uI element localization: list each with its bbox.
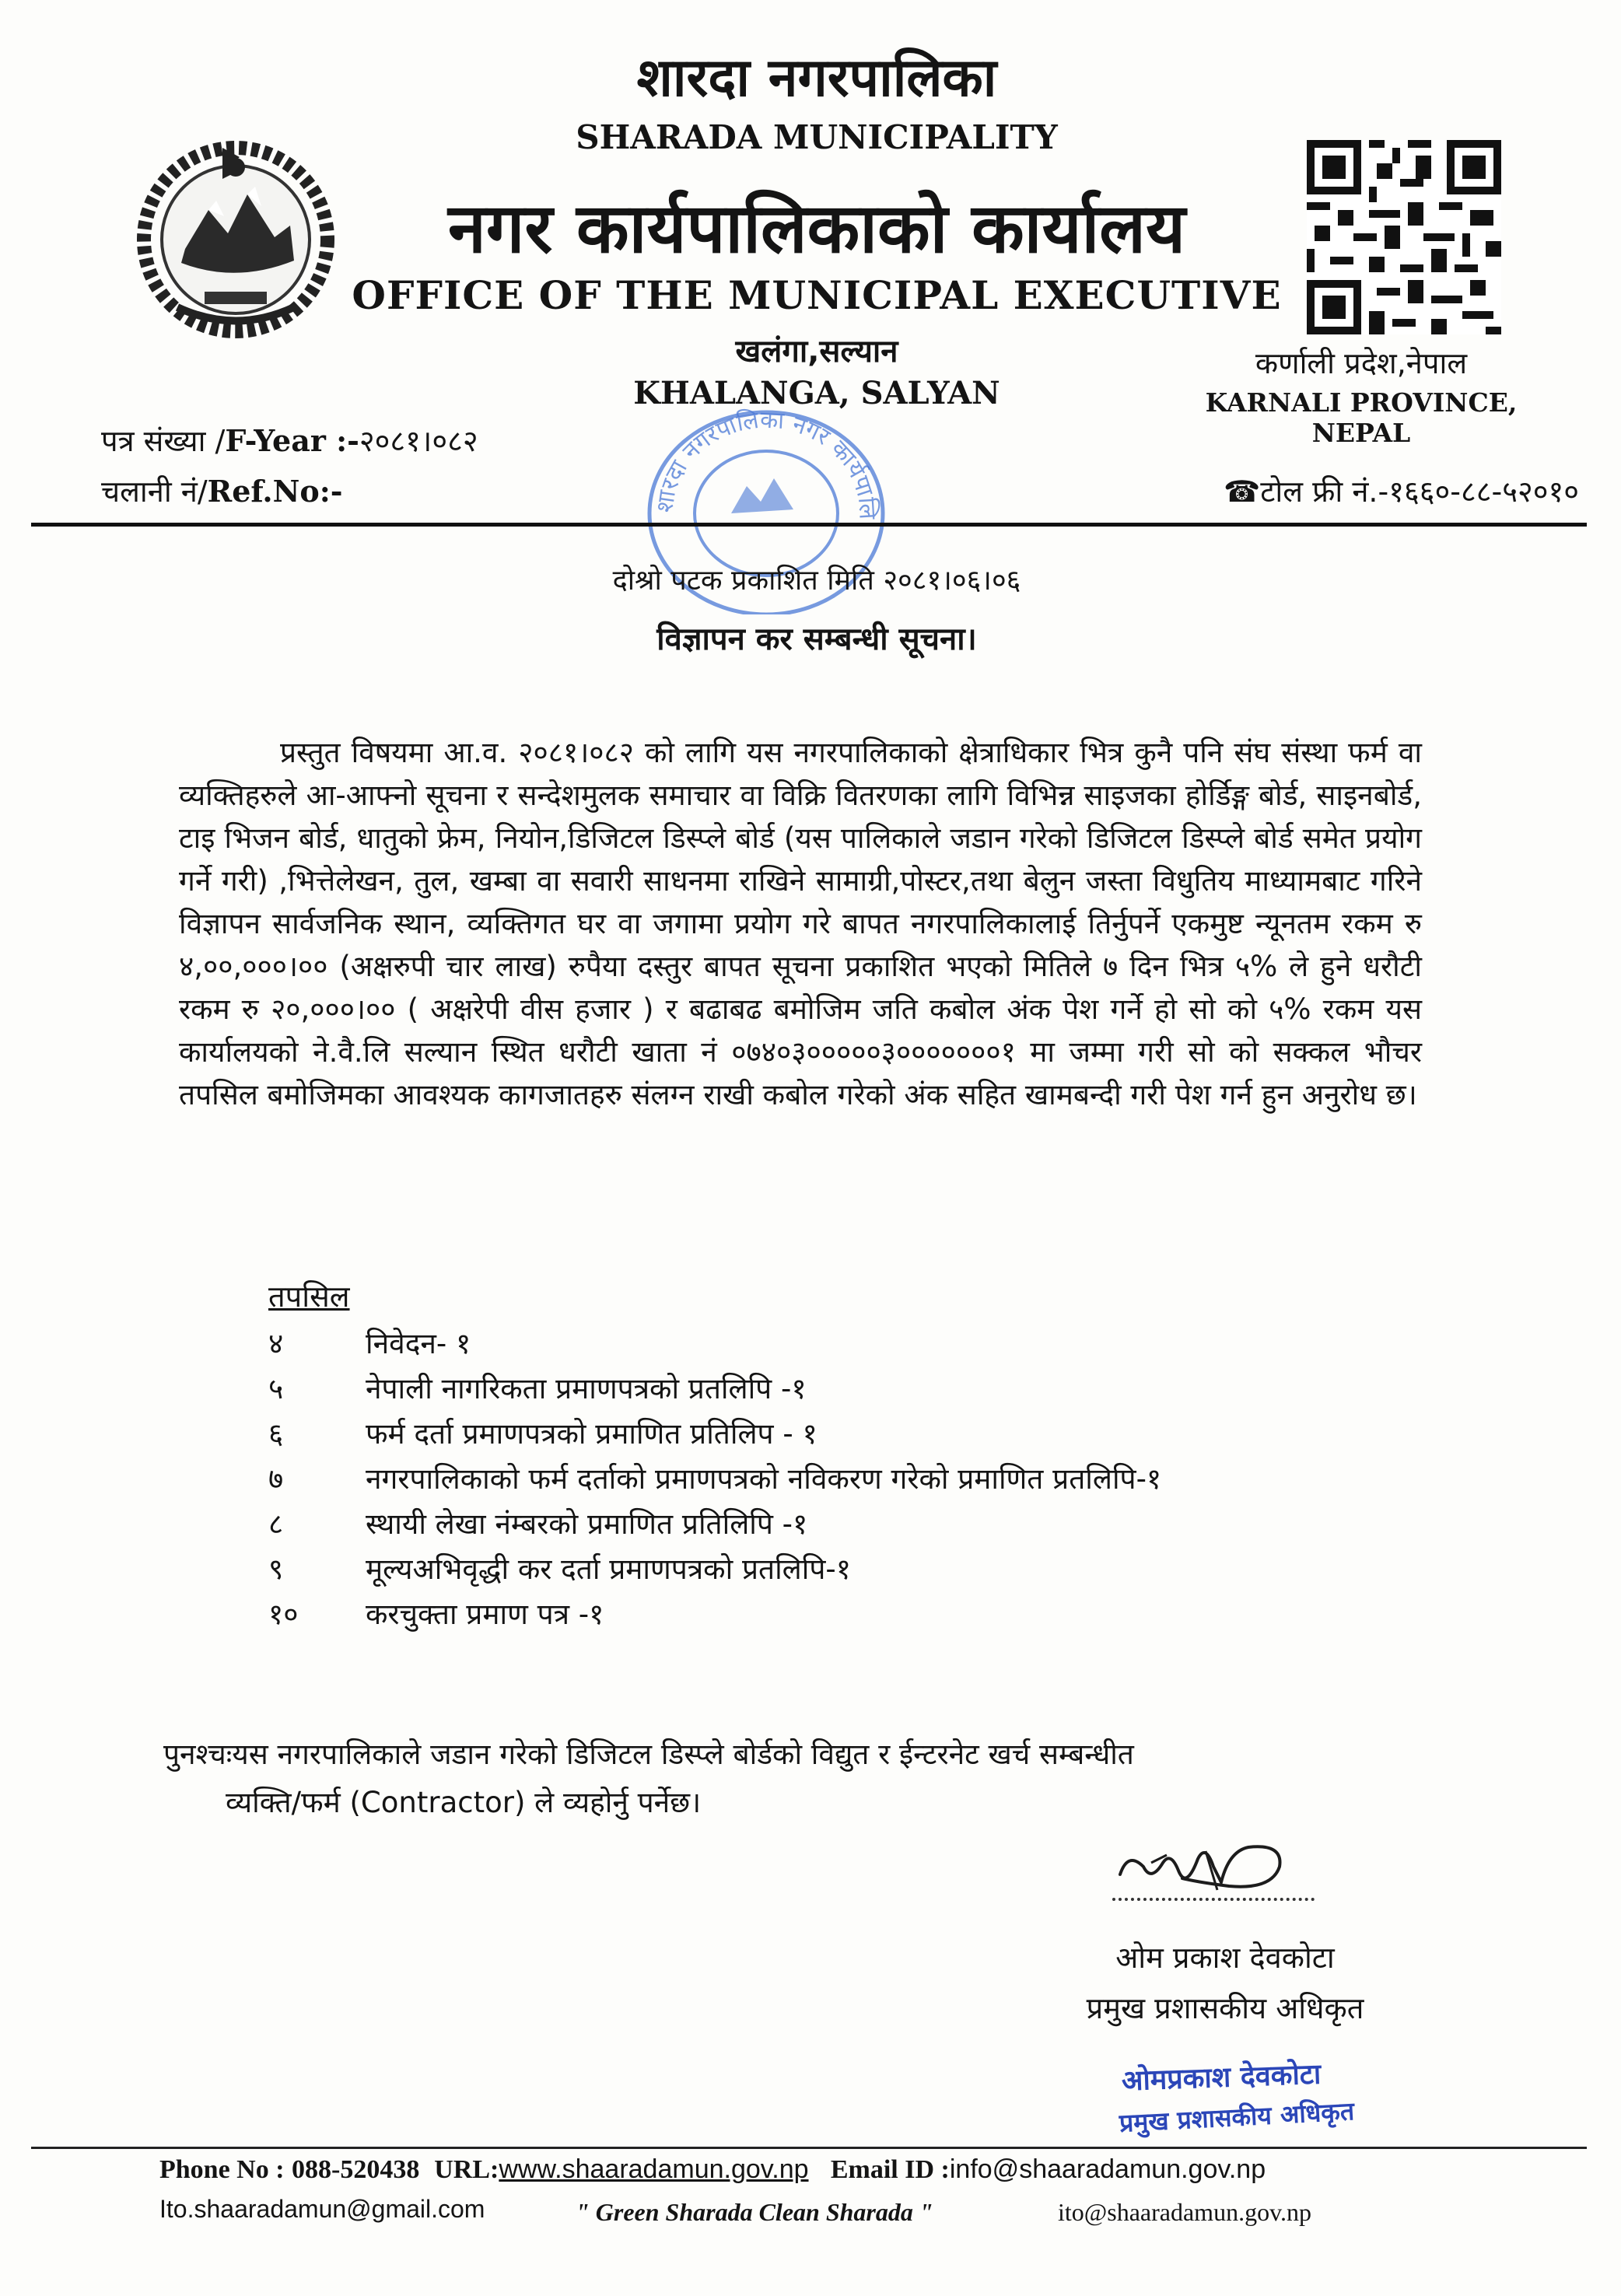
footer-contact-line	[159, 2154, 1621, 2185]
publication-date: दोश्रो पटक प्रकाशित मिति २०८१।०६।०६	[612, 565, 1021, 597]
list-item	[268, 1412, 1435, 1458]
list-item-number: ५	[268, 1372, 284, 1405]
province-nepali: कर्णाली प्रदेश,नेपाल	[1255, 346, 1468, 380]
list-item	[268, 1458, 1435, 1503]
phone-label: Phone No :	[159, 2155, 285, 2184]
slogan: " Green Sharada Clean Sharada "	[576, 2198, 933, 2226]
header-divider	[31, 523, 1587, 527]
stamp-ring-text: शारदा नगरपालिका नगर कार्यपालि	[651, 406, 881, 520]
dispatch-number-line	[101, 471, 343, 511]
letter-number-label-nepali: पत्र संख्या /	[101, 424, 226, 458]
list-item-text: नेपाली नागरिकता प्रमाणपत्रको प्रतलिपि -१	[366, 1372, 807, 1405]
list-item-text: नगरपालिकाको फर्म दर्ताको प्रमाणपत्रको नविकरण गरेको प्रमाणित प्रतलिपि-१	[366, 1462, 1162, 1496]
list-item-number: १०	[268, 1598, 299, 1631]
list-item-text: मूल्यअभिवृद्धी कर दर्ता प्रमाणपत्रको प्रतलिपि-१	[366, 1552, 851, 1586]
email-info[interactable]: info@shaaradamun.gov.np	[949, 2154, 1266, 2184]
list-item-number: ९	[268, 1552, 284, 1586]
postscript	[163, 1731, 1408, 1827]
list-item-number: ८	[268, 1507, 284, 1541]
postscript-line-2: व्यक्ति/फर्म (Contractor) ले व्यहोर्नु पर्नेछ।	[226, 1786, 702, 1819]
office-name-english: OFFICE OF THE MUNICIPAL EXECUTIVE	[352, 272, 1282, 318]
office-name-nepali: नगर कार्यपालिकाको कार्यालय	[448, 188, 1185, 268]
municipality-name-english: SHARADA MUNICIPALITY	[576, 118, 1058, 156]
schedule-list	[268, 1322, 1435, 1638]
list-item-text: फर्म दर्ता प्रमाणपत्रको प्रमाणित प्रतिलिप - १	[366, 1417, 818, 1451]
schedule-heading: तपसिल	[268, 1279, 350, 1314]
signer-name: ओम प्रकाश देवकोटा	[1115, 1941, 1335, 1975]
signer-stamp-name: ओमप्रकाश देवकोटा	[1121, 2058, 1322, 2098]
url-label: URL:	[434, 2155, 499, 2184]
email-label: Email ID :	[830, 2155, 950, 2184]
list-item-number: ६	[268, 1417, 284, 1451]
letter-number-label-english: F-Year :-	[225, 423, 359, 458]
qr-code-icon	[1307, 140, 1501, 334]
list-item-text: निवेदन- १	[366, 1327, 471, 1360]
list-item-number: ७	[268, 1462, 284, 1496]
signer-stamp-title: प्रमुख प्रशासकीय अधिकृत	[1119, 2096, 1355, 2138]
dispatch-label-english: Ref.No:-	[207, 474, 343, 509]
postscript-line-1: पुनश्चःयस नगरपालिकाले जडान गरेको डिजिटल डिस्प्ले बोर्डको विद्युत र ईन्टरनेट खर्च सम्बन्धीत	[163, 1738, 1134, 1771]
email-ito[interactable]: ito@shaaradamun.gov.np	[1058, 2198, 1311, 2226]
list-item-text: स्थायी लेखा नंम्बरको प्रमाणित प्रतिलिपि -१	[366, 1507, 808, 1541]
location-nepali: खलंगा,सल्यान	[735, 334, 898, 369]
toll-free-number: ☎टोल फ्री नं.-१६६०-८८-५२०१०	[1223, 474, 1579, 509]
signer-title: प्रमुख प्रशासकीय अधिकृत	[1086, 1991, 1364, 2025]
footer-divider	[31, 2147, 1587, 2149]
letter-number-line	[101, 420, 478, 460]
notice-body: प्रस्तुत विषयमा आ.व. २०८१।०८२ को लागि यस नगरपालिकाको क्षेत्राधिकार भित्र कुनै पनि संघ संस्था फर्म वा व्यक्तिहरुले आ-आफ्नो सूचना र सन्देशमुलक समाचार वा विक्रि वितरणका लागि विभिन्न साइजका होर्डिङ्ग बोर्ड, साइनबोर्ड, टाइ भिजन बोर्ड, धातुको फ्रेम, नियोन,डिजिटल डिस्प्ले बोर्ड (यस पालिकाले जडान गरेको डिजिटल डिस्प्ले बोर्ड समेत प्रयोग गर्ने गरी) ,भित्तेलेखन, तुल, खम्बा वा सवारी साधनमा राखिने सामाग्री,पोस्टर,तथा बेलुन जस्ता विधुतिय माध्यामबाट गरिने विज्ञापन सार्वजनिक स्थान, व्यक्तिगत घर वा जगामा प्रयोग गरे बापत नगरपालिकालाई तिर्नुपर्ने एकमुष्ट न्यूनतम रकम रु ४,००,०००।०० (अक्षरुपी चार लाख) रुपैया दस्तुर बापत सूचना प्रकाशित भएको मितिले ७ दिन भित्र ५% ले हुने धरौटी रकम रु २०,०००।०० ( अक्षरेपी वीस हजार ) र बढाबढ बमोजिम जति कबोल अंक पेश गर्ने हो सो को ५% रकम यस कार्यालयको ने.वै.लि सल्यान स्थित धरौटी खाता नं ०७४०३०००००३०००००००१ मा जम्मा गरी सो को सक्कल भौचर तपसिल बमोजिमका आवश्यक कागजातहरु संलग्न राखी कबोल गरेको अंक सहित खामबन्दी गरी पेश गर्न हुन अनुरोध छ।	[179, 736, 1422, 1111]
dispatch-label-nepali: चलानी नं/	[101, 474, 208, 509]
list-item-number: ४	[268, 1327, 284, 1360]
list-item	[268, 1593, 1435, 1638]
location-english: KHALANGA, SALYAN	[633, 375, 1000, 411]
municipality-name-nepali: शारदा नगरपालिका	[636, 47, 997, 109]
province-english: KARNALI PROVINCE, NEPAL	[1205, 387, 1518, 448]
list-item	[268, 1548, 1435, 1593]
list-item	[268, 1503, 1435, 1548]
website-link[interactable]: www.shaaradamun.gov.np	[499, 2154, 809, 2184]
list-item	[268, 1367, 1435, 1412]
signature-line	[1112, 1898, 1315, 1901]
nepal-emblem-icon	[131, 132, 341, 342]
notice-title: विज्ञापन कर सम्बन्धी सूचना।	[656, 621, 977, 657]
gmail-address[interactable]: Ito.shaaradamun@gmail.com	[159, 2195, 485, 2223]
letter-number-value: २०८१।०८२	[359, 424, 478, 458]
phone-number: 088-520438	[292, 2155, 420, 2184]
list-item	[268, 1322, 1435, 1367]
list-item-text: करचुक्ता प्रमाण पत्र -१	[366, 1598, 604, 1631]
